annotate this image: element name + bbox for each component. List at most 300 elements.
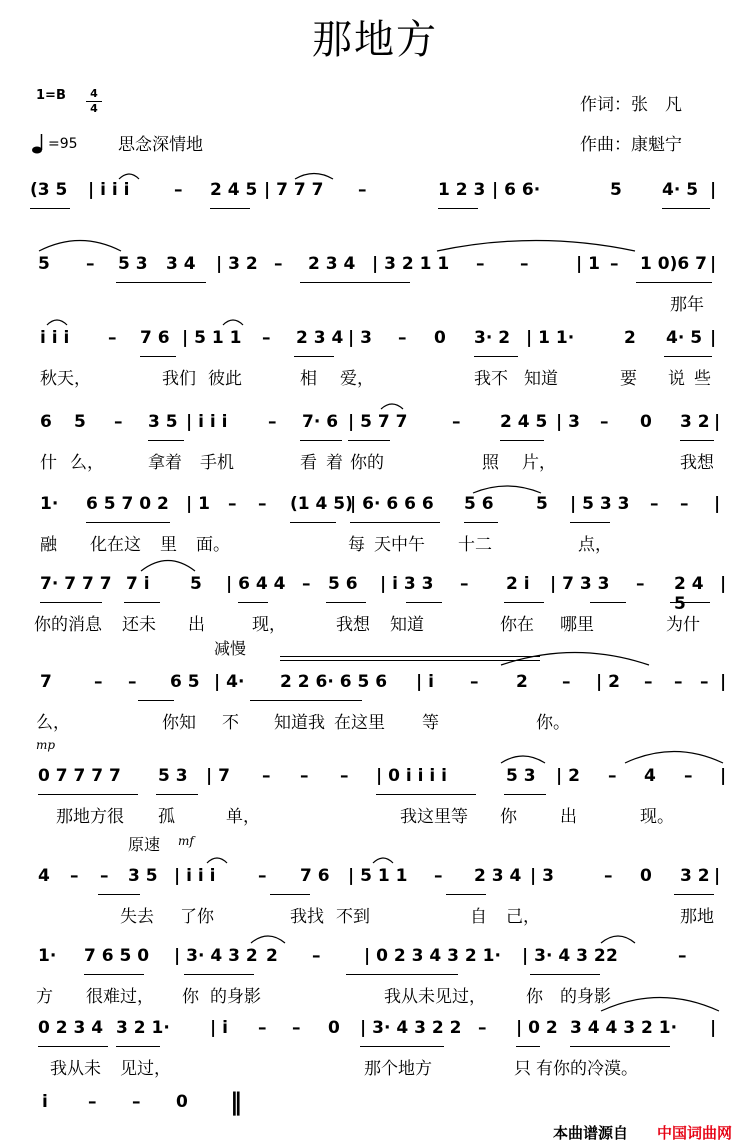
footer-site-link[interactable]: 中国词曲网 xyxy=(656,1124,732,1142)
underline-beam xyxy=(116,1046,160,1047)
slur-mark xyxy=(600,992,720,1012)
note-group: (1 4 5) xyxy=(290,494,353,514)
note-group: 3· 2 xyxy=(474,328,511,348)
note-group: | 3· 4 3 2 xyxy=(522,946,606,966)
time-signature-top: 4 xyxy=(90,87,98,100)
underline-beam xyxy=(504,794,546,795)
lyric-text: 的身影 xyxy=(560,987,611,1007)
underline-beam xyxy=(370,282,410,283)
slur-mark xyxy=(222,316,244,326)
note-group: – xyxy=(228,494,237,514)
lyric-text: 那年 xyxy=(670,295,704,315)
lyric-text: 见过， xyxy=(120,1059,171,1079)
note-group: – xyxy=(258,494,267,514)
underline-beam xyxy=(140,356,176,357)
underline-beam xyxy=(270,894,310,895)
note-group: – xyxy=(604,866,613,886)
expression-mark: 思念深情地 xyxy=(118,135,203,155)
note-group: 5 6 xyxy=(328,574,358,594)
lyric-text: 我们 xyxy=(162,369,196,389)
note-group: 5 xyxy=(74,412,86,432)
lyric-text: 相 xyxy=(300,369,317,389)
underline-beam xyxy=(664,356,712,357)
note-group: 0 2 3 4 xyxy=(38,1018,104,1038)
note-group: i xyxy=(42,1092,48,1112)
underline-beam xyxy=(98,894,140,895)
underline-beam xyxy=(376,794,476,795)
underline-beam xyxy=(38,794,138,795)
note-group: 4· 5 xyxy=(666,328,703,348)
lyric-text: 说 xyxy=(668,369,685,389)
lyric-text: 我从未 xyxy=(50,1059,101,1079)
note-group: | 5 1 1 xyxy=(348,866,408,886)
note-group: 0 7 7 7 7 xyxy=(38,766,121,786)
lyric-text: 失去 xyxy=(120,907,154,927)
note-group: | xyxy=(714,494,721,514)
lyric-text: 还未 xyxy=(122,615,156,635)
note-group: | 5 3 3 xyxy=(570,494,630,514)
note-group: | 7 7 7 xyxy=(264,180,324,200)
note-group: – xyxy=(358,180,367,200)
lyric-text: 些 xyxy=(694,369,711,389)
key-signature: 1=B xyxy=(36,88,66,103)
slur-mark xyxy=(600,932,636,944)
note-group: – xyxy=(132,1092,141,1112)
slur-mark xyxy=(250,932,286,944)
lyric-text: 要 xyxy=(620,369,637,389)
note-group: 2 i xyxy=(506,574,530,594)
slur-mark xyxy=(372,854,394,864)
underline-beam xyxy=(148,440,184,441)
lyric-text: 你的消息 xyxy=(34,615,102,635)
note-group: – xyxy=(174,180,183,200)
note-group: – xyxy=(262,328,271,348)
lyric-text: 为什 xyxy=(666,615,700,635)
note-group: 0 xyxy=(434,328,446,348)
lyric-text: 等 xyxy=(422,713,439,733)
underline-beam xyxy=(680,440,714,441)
underline-beam xyxy=(446,894,486,895)
dynamic-mp: mp xyxy=(36,738,56,752)
note-group: | xyxy=(710,1018,717,1038)
lyric-text: 什 xyxy=(40,453,57,473)
note-group: 5 xyxy=(190,574,202,594)
underline-beam xyxy=(238,602,268,603)
note-group: – xyxy=(114,412,123,432)
note-group: | 6 6· xyxy=(492,180,541,200)
note-group: | xyxy=(720,574,727,594)
slur-mark xyxy=(500,752,546,764)
note-group: | i xyxy=(210,1018,228,1038)
note-group: 7· 7 7 7 xyxy=(40,574,112,594)
note-group: – xyxy=(470,672,479,692)
slur-mark xyxy=(38,236,122,252)
note-group: – xyxy=(302,574,311,594)
lyric-text: 点， xyxy=(578,535,612,555)
lyric-text: 你在 xyxy=(500,615,534,635)
underline-beam xyxy=(348,440,390,441)
note-group: 5 3 xyxy=(118,254,148,274)
note-group: 1· xyxy=(38,946,57,966)
note-group: 2 4 5 xyxy=(500,412,548,432)
note-group: 1 2 3 xyxy=(438,180,486,200)
lyricist: 作词：张 凡 xyxy=(580,95,682,115)
lyric-text: 现， xyxy=(252,615,286,635)
underline-beam xyxy=(290,522,336,523)
underline-beam xyxy=(474,356,518,357)
slur-mark xyxy=(206,854,228,864)
note-group: | 7 xyxy=(206,766,230,786)
lyric-text: 我找 xyxy=(290,907,324,927)
note-group: | 0 2 3 4 3 2 1· xyxy=(364,946,501,966)
note-group: – xyxy=(562,672,571,692)
note-group: – xyxy=(262,766,271,786)
note-group: – xyxy=(340,766,349,786)
note-group: | xyxy=(710,328,717,348)
underline-beam xyxy=(500,440,544,441)
lyric-text: 片， xyxy=(522,453,556,473)
note-group: | xyxy=(720,672,727,692)
lyric-text: 有你的冷漠。 xyxy=(536,1059,638,1079)
note-group: – xyxy=(460,574,469,594)
note-group: – xyxy=(300,766,309,786)
note-group: – xyxy=(70,866,79,886)
note-group: 0 xyxy=(640,412,652,432)
lyric-text: 己， xyxy=(506,907,540,927)
note-group: 4 xyxy=(38,866,50,886)
underline-beam xyxy=(30,208,70,209)
lyric-text: 很难过， xyxy=(86,987,154,1007)
note-group: – xyxy=(650,494,659,514)
note-group: 6 5 7 0 2 xyxy=(86,494,169,514)
underline-beam xyxy=(530,974,600,975)
slur-mark xyxy=(118,170,140,180)
note-group: 1 0)6 7 xyxy=(640,254,707,274)
note-group: 3 2 1· xyxy=(116,1018,170,1038)
note-group: – xyxy=(684,766,693,786)
underline-beam xyxy=(300,440,342,441)
lyric-text: 融 xyxy=(40,535,57,555)
note-group: | 6 4 4 xyxy=(226,574,286,594)
note-group: 5 3 xyxy=(158,766,188,786)
note-group: 2 4 5 xyxy=(210,180,258,200)
lyric-text: 孤 xyxy=(158,807,175,827)
note-group: – xyxy=(674,672,683,692)
underline-beam xyxy=(184,974,254,975)
note-group: – xyxy=(268,412,277,432)
lyric-text: 彼此 xyxy=(208,369,242,389)
underline-beam xyxy=(138,700,174,701)
note-group: | 3 2 xyxy=(216,254,258,274)
lyric-text: 么， xyxy=(70,453,104,473)
note-group: | 4· xyxy=(214,672,245,692)
lyric-text: 看 xyxy=(300,453,317,473)
note-group: | 3 xyxy=(348,328,372,348)
note-group: – xyxy=(86,254,95,274)
underline-beam xyxy=(662,208,710,209)
underline-beam xyxy=(360,1046,444,1047)
lyric-text: 在这里 xyxy=(334,713,385,733)
slur-mark xyxy=(472,482,542,494)
note-group: 5 xyxy=(38,254,50,274)
underline-beam xyxy=(674,894,714,895)
lyric-text: 面。 xyxy=(196,535,230,555)
lyric-text: 出 xyxy=(188,615,205,635)
underline-beam xyxy=(116,282,206,283)
note-group: | 5 7 7 xyxy=(348,412,408,432)
underline-beam xyxy=(38,1046,108,1047)
note-group: – xyxy=(678,946,687,966)
slur-mark xyxy=(436,236,636,252)
lyric-text: 不 xyxy=(222,713,239,733)
note-group: – xyxy=(520,254,529,274)
note-group: | xyxy=(714,866,721,886)
lyric-text: 你 xyxy=(500,807,517,827)
note-group: | i 3 3 xyxy=(380,574,434,594)
note-group: 5 xyxy=(610,180,622,200)
lyric-text: 我这里等 xyxy=(400,807,468,827)
lyric-text: 出 xyxy=(560,807,577,827)
note-group: 2 2 6· 6 5 6 xyxy=(280,672,388,692)
note-group: – xyxy=(636,574,645,594)
lyric-text: 爱， xyxy=(340,369,374,389)
note-group: 3 4 xyxy=(166,254,196,274)
underline-beam xyxy=(210,208,250,209)
footer-source: 本曲谱源自 xyxy=(552,1124,628,1142)
lyric-text: 照 xyxy=(482,453,499,473)
note-group: – xyxy=(258,1018,267,1038)
note-group: – xyxy=(600,412,609,432)
note-group: 7 6 xyxy=(140,328,170,348)
lyric-text: 秋天， xyxy=(40,369,91,389)
note-group: 4· 5 xyxy=(662,180,699,200)
underline-beam xyxy=(250,700,362,701)
lyric-text: 知道 xyxy=(390,615,424,635)
lyric-text: 你。 xyxy=(536,713,570,733)
lyric-text: 不到 xyxy=(336,907,370,927)
note-group: – xyxy=(274,254,283,274)
underline-beam xyxy=(570,522,610,523)
lyric-text: 着 xyxy=(326,453,343,473)
note-group: 7 i xyxy=(126,574,150,594)
note-group: i i i xyxy=(40,328,70,348)
note-group: | xyxy=(720,766,727,786)
note-group: 3 2 xyxy=(680,866,710,886)
lyric-text: 你 xyxy=(526,987,543,1007)
note-group: – xyxy=(610,254,619,274)
lyric-text: 我不 xyxy=(474,369,508,389)
note-group: | 2 xyxy=(596,672,620,692)
note-group: 2 xyxy=(624,328,636,348)
note-group: 2 3 4 xyxy=(474,866,522,886)
lyric-text: 你知 xyxy=(162,713,196,733)
tempo-mark-slow: 减慢 xyxy=(214,639,247,658)
lyric-text: 知道 xyxy=(524,369,558,389)
lyric-text: 哪里 xyxy=(560,615,594,635)
note-group: – xyxy=(398,328,407,348)
note-group: 2 4 5 xyxy=(674,574,704,614)
note-group: 2 xyxy=(606,946,618,966)
note-group: | 3· 4 3 2 2 xyxy=(360,1018,462,1038)
time-signature-bottom: 4 xyxy=(90,102,98,115)
note-group: – xyxy=(94,672,103,692)
lyric-text: 方 xyxy=(36,987,53,1007)
composer: 作曲：康魁宁 xyxy=(580,135,682,155)
note-group: 2 3 4 xyxy=(308,254,356,274)
note-group: – xyxy=(608,766,617,786)
note-group: 1· xyxy=(40,494,59,514)
note-group: – xyxy=(478,1018,487,1038)
slur-mark xyxy=(294,170,334,180)
lyric-text: 化在这 xyxy=(90,535,141,555)
lyric-text: 我从未见过， xyxy=(384,987,486,1007)
lyric-text: 我想 xyxy=(336,615,370,635)
note-group: | i xyxy=(416,672,434,692)
note-group: | 3· 4 3 2 xyxy=(174,946,258,966)
note-group: 7 6 5 0 xyxy=(84,946,150,966)
underline-beam xyxy=(504,602,544,603)
underline-beam xyxy=(464,522,498,523)
lyric-text: 的身影 xyxy=(210,987,261,1007)
note-group: – xyxy=(312,946,321,966)
underline-beam xyxy=(590,602,626,603)
note-group: – xyxy=(644,672,653,692)
lyric-text: 里 xyxy=(160,535,177,555)
note-group: – xyxy=(680,494,689,514)
note-group: | xyxy=(714,412,721,432)
slur-mark xyxy=(500,648,650,666)
note-group: | 1 xyxy=(576,254,600,274)
lyric-text: 了你 xyxy=(180,907,214,927)
lyric-text: 单， xyxy=(226,807,260,827)
lyric-text: 每 xyxy=(348,535,365,555)
note-group: – xyxy=(108,328,117,348)
underline-beam xyxy=(438,208,478,209)
note-group: | 7 3 3 xyxy=(550,574,610,594)
underline-beam xyxy=(86,522,170,523)
note-group: | 3 2 1 1 xyxy=(372,254,450,274)
note-group: – xyxy=(100,866,109,886)
note-group: | 3 xyxy=(556,412,580,432)
note-group: 2 3 4 xyxy=(296,328,344,348)
note-group: (3 5 xyxy=(30,180,68,200)
note-group: | 0 2 xyxy=(516,1018,558,1038)
note-group: – xyxy=(434,866,443,886)
tempo-value: =95 xyxy=(48,136,78,152)
slur-mark xyxy=(140,556,196,572)
lyric-text: 拿着 xyxy=(148,453,182,473)
note-group: | 2 xyxy=(556,766,580,786)
slur-mark xyxy=(380,400,404,410)
note-group: | 0 i i i i xyxy=(376,766,447,786)
underline-beam xyxy=(636,282,712,283)
lyric-text: 手机 xyxy=(200,453,234,473)
underline-beam xyxy=(406,602,442,603)
note-group: 7· 6 xyxy=(302,412,339,432)
underline-beam xyxy=(346,974,458,975)
final-barline: ‖ xyxy=(230,1088,242,1116)
note-group: | xyxy=(710,254,717,274)
lyric-text: 我想 xyxy=(680,453,714,473)
underline-beam xyxy=(294,356,334,357)
lyric-text: 知道我 xyxy=(274,713,325,733)
note-group: 4 xyxy=(644,766,656,786)
quarter-note-icon xyxy=(32,133,46,155)
note-group: 0 xyxy=(640,866,652,886)
note-group: 5 xyxy=(536,494,548,514)
note-group: 0 xyxy=(328,1018,340,1038)
time-signature xyxy=(86,88,102,115)
lyric-text: 自 xyxy=(470,907,487,927)
note-group: 7 6 xyxy=(300,866,330,886)
note-group: – xyxy=(476,254,485,274)
underline-beam xyxy=(300,282,370,283)
note-group: 6 xyxy=(40,412,52,432)
lyric-text: 你 xyxy=(182,987,199,1007)
note-group: 3 5 xyxy=(148,412,178,432)
note-group: | 3 xyxy=(530,866,554,886)
underline-beam xyxy=(156,794,198,795)
underline-beam xyxy=(84,974,144,975)
note-group: – xyxy=(700,672,709,692)
underline-beam xyxy=(570,1046,670,1047)
underline-beam xyxy=(516,1046,540,1047)
song-title: 那地方 xyxy=(312,17,438,63)
lyric-text: 只 xyxy=(514,1059,531,1079)
note-group: 2 xyxy=(266,946,278,966)
note-group: – xyxy=(128,672,137,692)
lyric-text: 那地 xyxy=(680,907,714,927)
note-group: | 6· 6 6 6 xyxy=(350,494,434,514)
note-group: – xyxy=(452,412,461,432)
note-group: | i i i xyxy=(186,412,228,432)
lyric-text: 那个地方 xyxy=(364,1059,432,1079)
note-group: 3 5 xyxy=(128,866,158,886)
underline-beam xyxy=(670,602,710,603)
tempo-mark-original: 原速 xyxy=(128,835,161,854)
underline-beam xyxy=(124,602,160,603)
note-group: | xyxy=(710,180,717,200)
slur-mark xyxy=(46,316,68,326)
lyric-text: 现。 xyxy=(640,807,674,827)
lyric-text: 十二 xyxy=(458,535,492,555)
note-group: 3 4 4 3 2 1· xyxy=(570,1018,678,1038)
note-group: 2 xyxy=(516,672,528,692)
lyric-text: 天中午 xyxy=(374,535,425,555)
underline-beam xyxy=(326,602,366,603)
note-group: | i i i xyxy=(88,180,130,200)
note-group: 6 5 xyxy=(170,672,200,692)
lyric-text: 那地方很 xyxy=(56,807,124,827)
note-group: | i i i xyxy=(174,866,216,886)
note-group: 3 2 xyxy=(680,412,710,432)
note-group: | 1 xyxy=(186,494,210,514)
slur-mark xyxy=(624,746,724,764)
note-group: 5 6 xyxy=(464,494,494,514)
dynamic-mf: mf xyxy=(178,834,194,848)
note-group: – xyxy=(292,1018,301,1038)
note-group: – xyxy=(258,866,267,886)
lyric-text: 你的 xyxy=(350,453,384,473)
note-group: 0 xyxy=(176,1092,188,1112)
underline-beam xyxy=(350,522,440,523)
lyric-text: 么， xyxy=(36,713,70,733)
underline-beam xyxy=(40,602,102,603)
note-group: | 5 1 1 xyxy=(182,328,242,348)
note-group: 7 xyxy=(40,672,52,692)
note-group: 5 3 xyxy=(506,766,536,786)
note-group: | 1 1· xyxy=(526,328,575,348)
